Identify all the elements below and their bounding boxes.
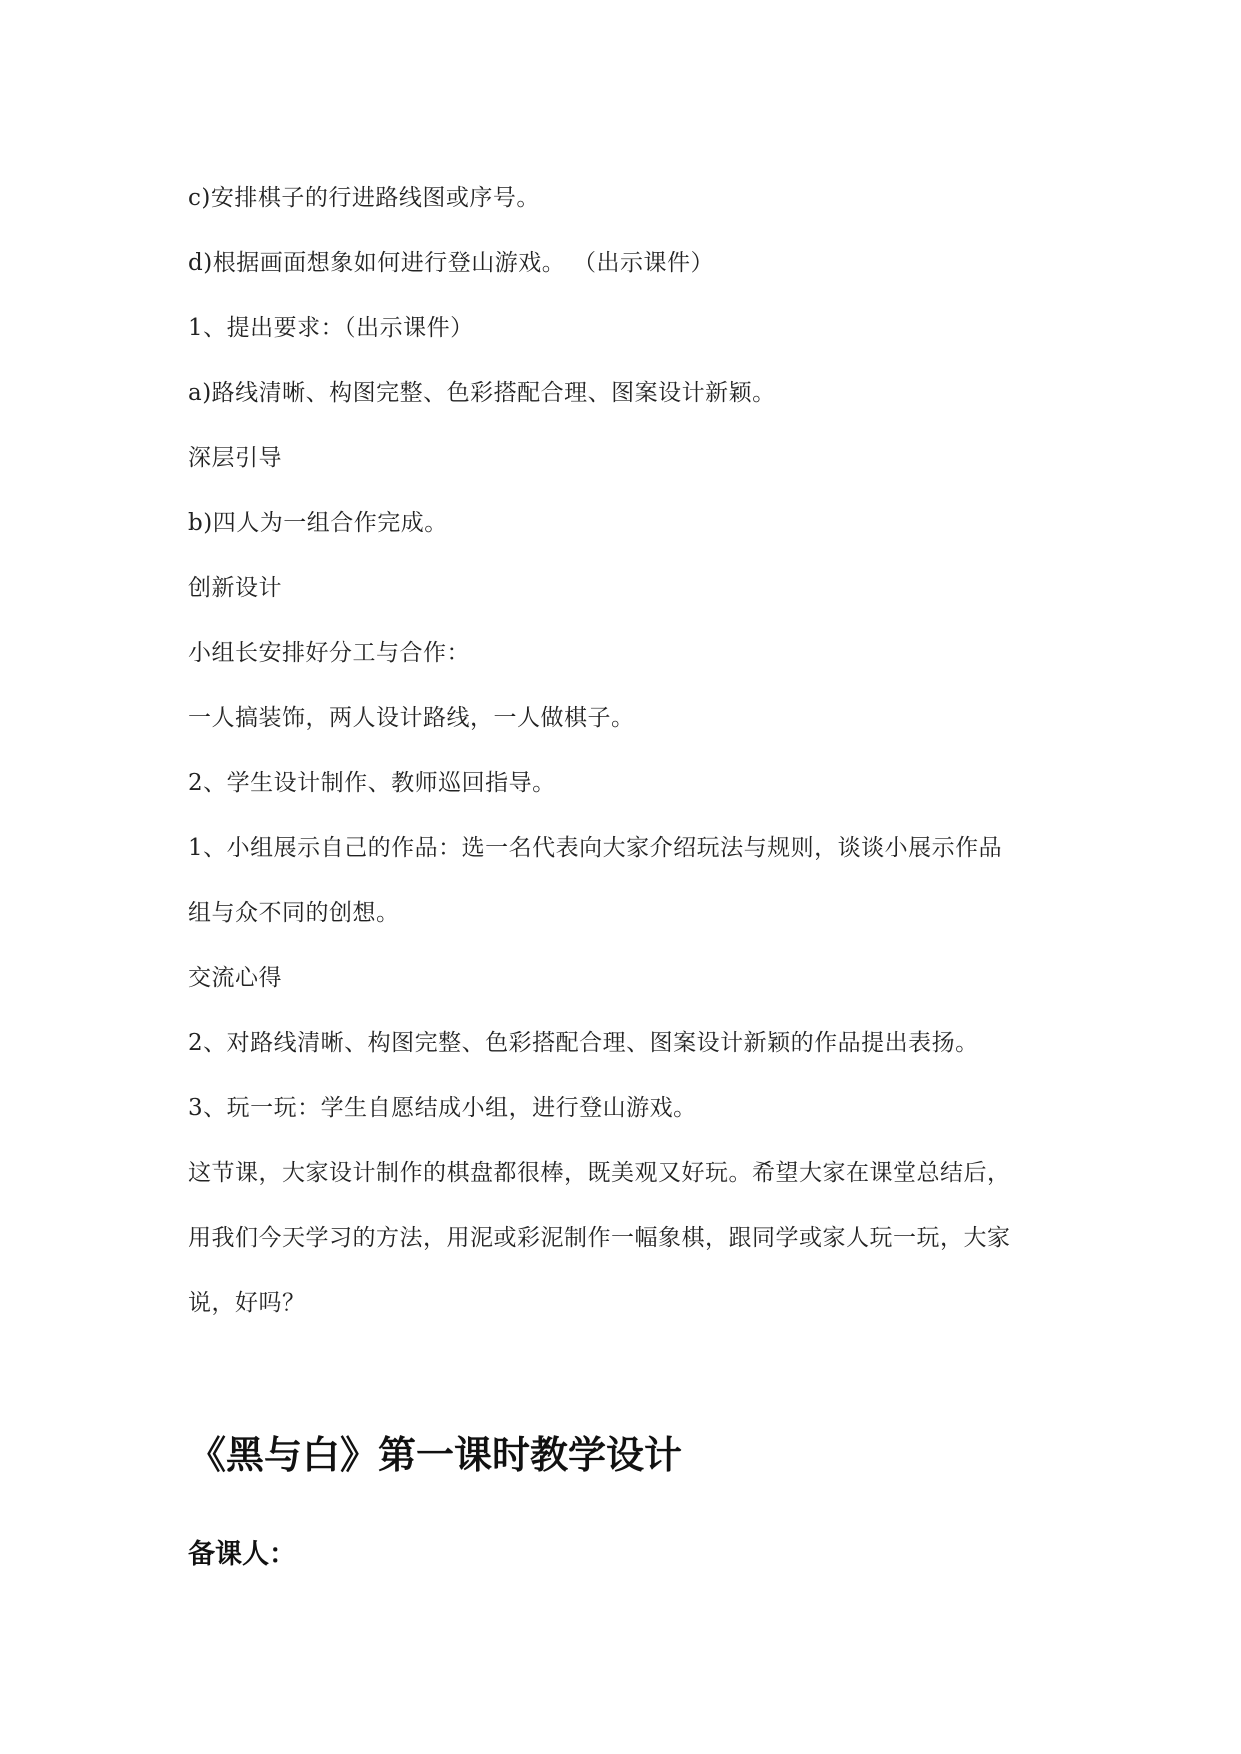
body-line: d)根据画面想象如何进行登山游戏。 （出示课件） [188,250,715,276]
body-line: a)路线清晰、构图完整、色彩搭配合理、图案设计新颖。 [188,380,776,406]
body-line: 1、小组展示自己的作品：选一名代表向大家介绍玩法与规则，谈谈小展示作品 [188,835,1003,861]
section-heading: 《黑与白》第一课时教学设计 [188,1433,683,1477]
body-line: 小组长安排好分工与合作： [188,640,470,666]
body-line: 这节课，大家设计制作的棋盘都很棒，既美观又好玩。希望大家在课堂总结后， [188,1160,1011,1186]
body-line: b)四人为一组合作完成。 [188,510,448,536]
body-line: 1、提出要求：（出示课件） [188,315,474,341]
author-label: 备课人： [188,1539,296,1570]
body-line: 一人搞装饰，两人设计路线，一人做棋子。 [188,705,635,731]
body-line: 创新设计 [188,575,282,601]
body-line: 组与众不同的创想。 [188,900,400,926]
body-line: 用我们今天学习的方法，用泥或彩泥制作一幅象棋，跟同学或家人玩一玩，大家 [188,1225,1011,1251]
body-line: 交流心得 [188,965,282,991]
lesson-body [188,166,1078,1336]
body-line: 深层引导 [188,445,282,471]
body-line: c)安排棋子的行进路线图或序号。 [188,185,540,211]
body-line: 2、对路线清晰、构图完整、色彩搭配合理、图案设计新颖的作品提出表扬。 [188,1030,979,1056]
body-line: 2、学生设计制作、教师巡回指导。 [188,770,556,796]
body-line: 说，好吗？ [188,1290,306,1316]
body-line: 3、玩一玩：学生自愿结成小组，进行登山游戏。 [188,1095,697,1121]
